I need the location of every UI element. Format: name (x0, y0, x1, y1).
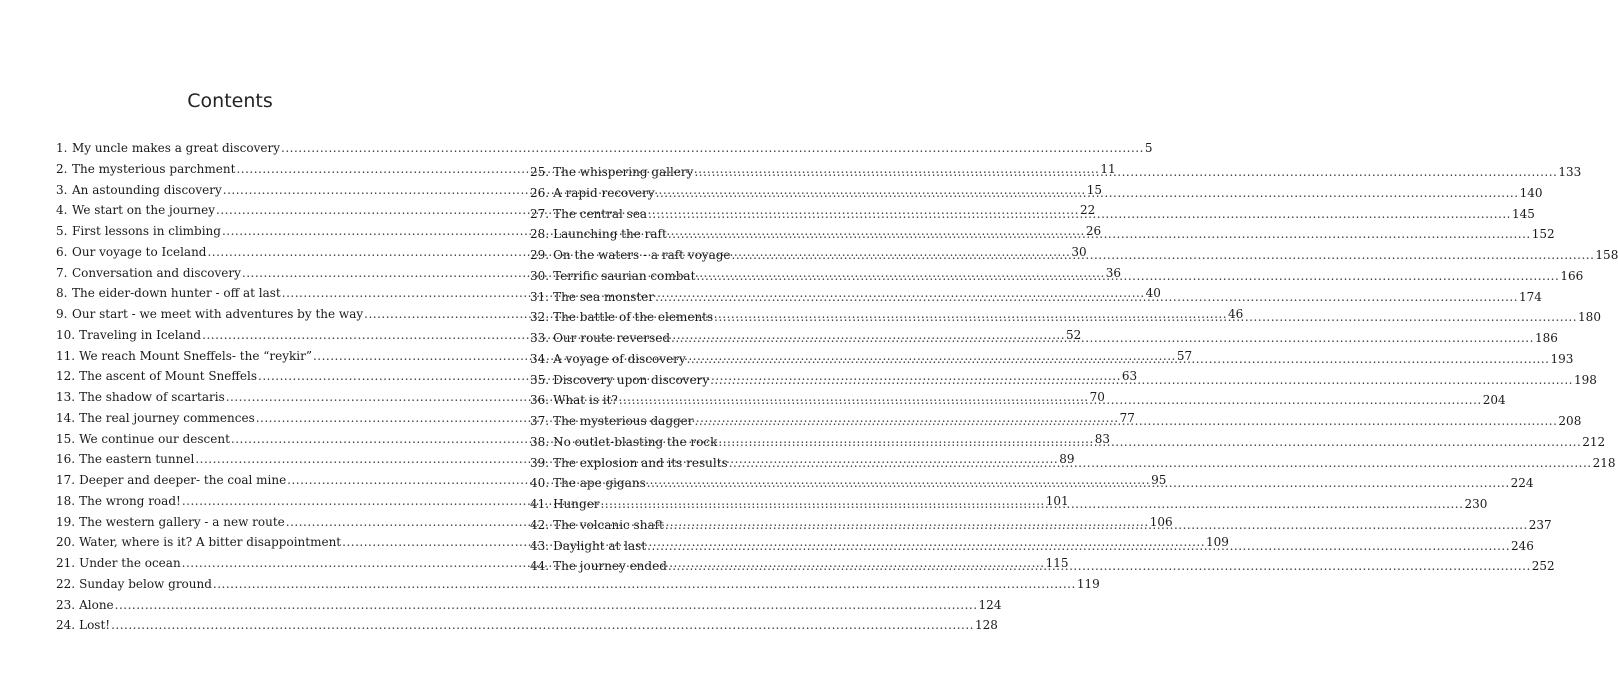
chapter-title: Alone (79, 597, 114, 612)
page-number: 174 (1519, 289, 1542, 304)
dot-leader (695, 411, 1558, 432)
page-number: 158 (1595, 248, 1618, 262)
page-number: 5 (1144, 141, 1153, 155)
page-number: 186 (1534, 331, 1558, 345)
chapter-number: 12. (56, 369, 76, 384)
page-number: 152 (1531, 227, 1555, 242)
chapter-title: The ape gigans (553, 476, 646, 491)
chapter-number: 29. (530, 248, 550, 262)
chapter-title: The mysterious parchment (72, 161, 236, 176)
dot-leader (696, 266, 1559, 287)
dot-leader (656, 183, 1519, 204)
chapter-number: 1. (56, 141, 68, 155)
chapter-title: An astounding discovery (72, 182, 222, 197)
chapter-title: Deeper and deeper- the coal mine (79, 473, 287, 487)
chapter-title: The eider-down hunter - off at last (72, 286, 281, 301)
chapter-number: 41. (530, 497, 550, 511)
chapter-title: The battle of the elements (553, 310, 714, 325)
chapter-title: The wrong road! (79, 493, 181, 508)
page-number: 70 (1089, 390, 1105, 404)
chapter-number: 26. (530, 185, 550, 200)
page-number: 26 (1085, 224, 1102, 238)
chapter-number: 32. (530, 310, 550, 325)
chapter-title: No outlet-blasting the rock (553, 434, 718, 449)
page-number: 36 (1105, 265, 1122, 280)
chapter-title: Discovery upon discovery (553, 372, 710, 387)
dot-leader (655, 287, 1518, 308)
chapter-title: Hunger (553, 497, 600, 511)
chapter-number: 40. (530, 476, 550, 491)
chapter-title: Daylight at last (553, 538, 647, 553)
chapter-number: 14. (56, 410, 76, 425)
dot-leader (648, 204, 1511, 225)
chapter-number: 44. (530, 559, 550, 574)
chapter-title: We continue our descent (79, 431, 230, 446)
chapter-number: 2. (56, 161, 68, 176)
chapter-number: 9. (56, 307, 68, 321)
page-number: 63 (1121, 369, 1138, 384)
page-number: 106 (1149, 514, 1173, 529)
chapter-title: On the waters - a raft voyage (553, 248, 731, 262)
chapter-number: 20. (56, 535, 76, 550)
dot-leader (281, 138, 1144, 159)
page-number: 212 (1582, 434, 1606, 449)
page-number: 46 (1228, 307, 1244, 321)
chapter-number: 7. (56, 265, 68, 280)
dot-leader (668, 224, 1531, 245)
page-number: 40 (1145, 286, 1161, 301)
dot-leader (714, 307, 1577, 328)
chapter-title: Launching the raft (553, 227, 667, 242)
dot-leader (665, 515, 1528, 536)
chapter-number: 18. (56, 493, 76, 508)
page-title: Contents (187, 90, 273, 112)
chapter-title: Terrific saurian combat (553, 268, 696, 283)
page-number: 145 (1511, 206, 1535, 221)
chapter-number: 25. (530, 165, 550, 179)
chapter-title: Sunday below ground (79, 576, 212, 591)
page-number: 115 (1045, 556, 1069, 570)
page-number: 252 (1531, 559, 1555, 574)
chapter-title: The volcanic shaft (553, 517, 664, 532)
chapter-title: Traveling in Iceland (79, 327, 202, 342)
page-number: 52 (1066, 327, 1082, 342)
page-number: 124 (978, 597, 1002, 612)
chapter-number: 30. (530, 268, 550, 283)
dot-leader (115, 595, 978, 616)
chapter-title: The journey ended (553, 559, 667, 574)
chapter-title: The shadow of scartaris (79, 390, 225, 404)
chapter-number: 35. (530, 372, 550, 387)
chapter-title: First lessons in climbing (72, 224, 221, 238)
dot-leader (729, 453, 1592, 474)
chapter-number: 15. (56, 431, 76, 446)
page-number: 101 (1045, 493, 1069, 508)
toc-entry[interactable] (56, 595, 1002, 616)
page-number: 166 (1560, 268, 1584, 283)
page-number: 133 (1558, 165, 1582, 179)
chapter-number: 22. (56, 576, 76, 591)
page-number: 30 (1071, 244, 1087, 259)
dot-leader (668, 556, 1531, 577)
page-number: 95 (1151, 473, 1167, 487)
chapter-number: 24. (56, 618, 76, 633)
page-number: 208 (1558, 414, 1582, 428)
page-number: 109 (1206, 535, 1229, 550)
page-number: 77 (1119, 410, 1135, 425)
chapter-number: 42. (530, 517, 550, 532)
chapter-title: The real journey commences (79, 410, 255, 425)
chapter-number: 5. (56, 224, 68, 238)
chapter-number: 19. (56, 514, 76, 529)
page-number: 15 (1086, 182, 1102, 197)
chapter-number: 10. (56, 327, 76, 342)
chapter-title: Water, where is it? A bitter disappointment (79, 535, 342, 550)
page-number: 198 (1573, 372, 1597, 387)
chapter-title: What is it? (553, 393, 618, 408)
page-number: 246 (1511, 538, 1534, 553)
page-number: 11 (1100, 161, 1116, 176)
page-number: 57 (1176, 348, 1193, 363)
chapter-number: 3. (56, 182, 68, 197)
chapter-number: 27. (530, 206, 550, 221)
chapter-title: Conversation and discovery (72, 265, 241, 280)
page-number: 140 (1519, 185, 1543, 200)
toc-entry[interactable] (56, 615, 998, 636)
chapter-title: The mysterious dagger (553, 414, 694, 428)
page-number: 230 (1464, 497, 1488, 511)
chapter-title: We reach Mount Sneffels- the “reykir” (79, 348, 312, 363)
chapter-title: The western gallery - a new route (79, 514, 285, 529)
chapter-number: 17. (56, 473, 76, 487)
dot-leader (111, 615, 974, 636)
page-number: 237 (1528, 517, 1552, 532)
chapter-number: 38. (530, 434, 550, 449)
dot-leader (601, 494, 1464, 515)
dot-leader (619, 390, 1482, 411)
chapter-title: Our voyage to Iceland (72, 244, 207, 259)
chapter-title: Our start - we meet with adventures by the way (72, 307, 364, 321)
chapter-number: 34. (530, 351, 550, 366)
chapter-number: 11. (56, 348, 76, 363)
chapter-title: Under the ocean (79, 556, 181, 570)
chapter-number: 13. (56, 390, 76, 404)
page-number: 224 (1510, 476, 1534, 491)
chapter-title: Our route reversed (553, 331, 671, 345)
page-number: 180 (1578, 310, 1601, 325)
page-number: 22 (1079, 203, 1096, 218)
dot-leader (718, 432, 1581, 453)
page-number: 218 (1592, 455, 1616, 470)
chapter-number: 31. (530, 289, 550, 304)
chapter-title: We start on the journey (72, 203, 216, 218)
dot-leader (647, 536, 1510, 557)
chapter-title: The whispering gallery (553, 165, 694, 179)
chapter-title: The central sea (553, 206, 648, 221)
chapter-number: 43. (530, 538, 550, 553)
chapter-number: 4. (56, 203, 68, 218)
chapter-title: The sea monster (553, 289, 655, 304)
dot-leader (694, 162, 1557, 183)
chapter-number: 36. (530, 393, 550, 408)
dot-leader (647, 473, 1510, 494)
page-number: 83 (1094, 431, 1111, 446)
chapter-number: 28. (530, 227, 550, 242)
dot-leader (732, 245, 1595, 266)
page-number: 193 (1550, 351, 1574, 366)
chapter-number: 6. (56, 244, 68, 259)
chapter-number: 39. (530, 455, 550, 470)
dot-leader (671, 328, 1534, 349)
chapter-title: The explosion and its results (553, 455, 728, 470)
page-number: 89 (1059, 452, 1075, 467)
chapter-number: 33. (530, 331, 550, 345)
toc-entry[interactable] (56, 138, 1153, 159)
chapter-title: The ascent of Mount Sneffels (79, 369, 258, 384)
dot-leader (710, 370, 1573, 391)
chapter-number: 21. (56, 556, 76, 570)
chapter-title: The eastern tunnel (79, 452, 195, 467)
chapter-number: 37. (530, 414, 550, 428)
chapter-title: Lost! (79, 618, 111, 633)
chapter-title: A rapid recovery (553, 185, 655, 200)
chapter-number: 16. (56, 452, 76, 467)
toc-entry[interactable] (56, 574, 1100, 595)
chapter-number: 8. (56, 286, 68, 301)
chapter-title: A voyage of discovery (553, 351, 686, 366)
dot-leader (687, 349, 1550, 370)
chapter-title: My uncle makes a great discovery (72, 141, 280, 155)
page-number: 204 (1482, 393, 1506, 408)
page-number: 128 (974, 618, 998, 633)
page-number: 119 (1076, 576, 1100, 591)
chapter-number: 23. (56, 597, 76, 612)
